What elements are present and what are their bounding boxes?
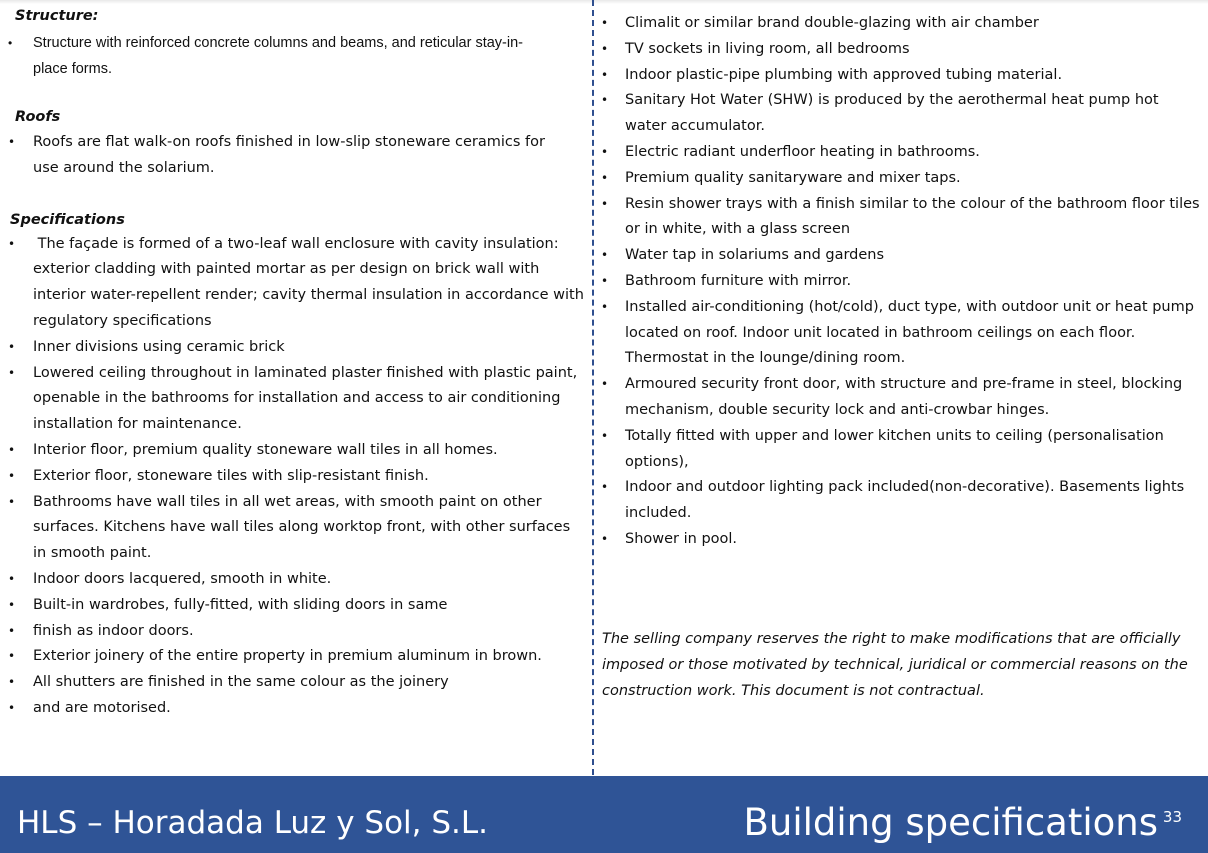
roofs-heading: Roofs	[15, 109, 61, 125]
list-item-text: Interior floor, premium quality stoneware wall tiles in all homes.	[33, 441, 498, 458]
list-item-text: Bathrooms have wall tiles in all wet areas, with smooth paint on other surfaces. Kitchens have wall tiles along worktop front, with other surfaces in smooth paint.	[33, 493, 571, 562]
list-item	[0, 696, 585, 722]
list-item-text: Premium quality sanitaryware and mixer taps.	[625, 169, 961, 186]
bullet-icon: •	[8, 36, 13, 50]
list-item-text: Sanitary Hot Water (SHW) is produced by the aerothermal heat pump hot water accumulator.	[625, 92, 1159, 135]
bullet-icon: •	[601, 93, 609, 108]
list-item-text: Lowered ceiling throughout in laminated plaster finished with plastic paint, openable in the bathrooms for installation and access to air conditioning installation for maintenance.	[33, 364, 578, 433]
top-rule	[0, 0, 1208, 4]
specifications-list-continued	[600, 11, 1200, 553]
bullet-icon: •	[601, 170, 609, 185]
list-item-text: Electric radiant underfloor heating in bathrooms.	[625, 143, 980, 160]
bullet-icon: •	[601, 480, 609, 495]
list-item	[600, 88, 1200, 140]
bullet-icon: •	[8, 675, 16, 690]
bullet-icon: •	[601, 144, 609, 159]
list-item-text: Resin shower trays with a finish similar to the colour of the bathroom floor tiles or in white, with a glass screen	[625, 195, 1200, 238]
list-item	[600, 37, 1200, 63]
bullet-icon: •	[8, 442, 16, 457]
list-item-text: Structure with reinforced concrete columns and beams, and reticular stay-in-place forms.	[33, 35, 523, 77]
list-item	[0, 670, 585, 696]
specifications-list	[0, 232, 589, 722]
bullet-icon: •	[601, 67, 609, 82]
list-item-text: Indoor plastic-pipe plumbing with approved tubing material.	[625, 66, 1063, 83]
list-item-text: TV sockets in living room, all bedrooms	[625, 40, 910, 57]
bullet-icon: •	[8, 597, 16, 612]
list-item-text: Indoor and outdoor lighting pack included(non-decorative). Basements lights included.	[625, 479, 1185, 522]
bullet-icon: •	[601, 428, 609, 443]
list-item-text: Totally fitted with upper and lower kitchen units to ceiling (personalisation options),	[625, 427, 1164, 470]
list-item	[0, 30, 585, 82]
list-item	[600, 166, 1200, 192]
list-item	[0, 130, 585, 182]
list-item	[600, 192, 1200, 244]
list-item-text: All shutters are finished in the same colour as the joinery	[33, 674, 449, 691]
specifications-heading: Specifications	[10, 211, 125, 228]
specifications-section	[0, 210, 585, 230]
list-item-text: finish as indoor doors.	[33, 622, 194, 639]
list-item-text: Inner divisions using ceramic brick	[33, 338, 285, 355]
list-item	[0, 232, 589, 335]
list-item	[0, 567, 585, 593]
page-number: 33	[1162, 808, 1182, 826]
bullet-icon: •	[601, 248, 609, 263]
footer-section-title: Building specifications	[743, 801, 1158, 844]
list-item-text: Indoor doors lacquered, smooth in white.	[33, 570, 332, 587]
list-item	[0, 644, 585, 670]
list-item	[600, 11, 1200, 37]
structure-list	[0, 30, 585, 82]
left-column	[0, 6, 589, 722]
list-item-text: Roofs are flat walk-on roofs finished in low-slip stoneware ceramics for use around the solarium.	[33, 134, 545, 176]
list-item	[0, 438, 585, 464]
right-column	[600, 11, 1200, 553]
list-item	[0, 464, 585, 490]
list-item-text: Shower in pool.	[625, 530, 738, 547]
list-item	[600, 63, 1200, 89]
bullet-icon: •	[601, 196, 609, 211]
footer-company-name: HLS – Horadada Luz y Sol, S.L.	[17, 805, 489, 841]
list-item-text: Exterior joinery of the entire property in premium aluminum in brown.	[33, 648, 542, 665]
list-item-text: Climalit or similar brand double-glazing with air chamber	[625, 15, 1039, 31]
bullet-icon: •	[8, 339, 16, 354]
bullet-icon: •	[8, 623, 16, 638]
list-item-text: Installed air-conditioning (hot/cold), duct type, with outdoor unit or heat pump located on roof. Indoor unit located in bathroom ceilings on each floor. Thermostat in the lounge/dining room.	[625, 298, 1194, 367]
list-item	[600, 243, 1200, 269]
list-item	[0, 361, 585, 438]
roofs-section	[0, 107, 585, 127]
list-item	[600, 269, 1200, 295]
bullet-icon: •	[8, 236, 16, 251]
list-item	[0, 593, 585, 619]
bullet-icon: •	[601, 299, 609, 314]
list-item	[0, 490, 585, 567]
list-item-text: Water tap in solariums and gardens	[625, 247, 885, 264]
bullet-icon: •	[8, 494, 16, 509]
list-item	[600, 372, 1200, 424]
bullet-icon: •	[601, 273, 609, 288]
list-item-text: Built-in wardrobes, fully-fitted, with sliding doors in same	[33, 596, 448, 613]
list-item	[600, 475, 1200, 527]
bullet-icon: •	[8, 468, 16, 483]
list-item	[600, 140, 1200, 166]
bullet-icon: •	[8, 571, 16, 586]
bullet-icon: •	[601, 16, 609, 30]
roofs-list	[0, 130, 585, 182]
disclaimer-text: The selling company reserves the right to make modifications that are officially imposed or those motivated by technical, juridical or commercial reasons on the construction work. This document is not contractual.	[602, 631, 1188, 699]
structure-section	[0, 6, 585, 26]
list-item-text: Exterior floor, stoneware tiles with slip-resistant finish.	[33, 467, 429, 484]
list-item	[600, 527, 1200, 553]
bullet-icon: •	[8, 135, 16, 149]
list-item-text: and are motorised.	[33, 699, 171, 716]
list-item	[0, 335, 585, 361]
bullet-icon: •	[601, 531, 609, 546]
list-item	[600, 295, 1200, 372]
bullet-icon: •	[601, 41, 609, 56]
bullet-icon: •	[8, 649, 16, 664]
bullet-icon: •	[8, 700, 16, 715]
list-item-text: The façade is formed of a two-leaf wall enclosure with cavity insulation: exterior cladding with painted mortar as per design on brick wall with interior water-repellent render; cavity thermal insulation in accordance with regulatory specifications	[33, 235, 589, 329]
bullet-icon: •	[8, 365, 16, 380]
footer-bar	[0, 776, 1208, 853]
column-divider	[592, 0, 594, 775]
list-item-text: Bathroom furniture with mirror.	[625, 272, 852, 289]
structure-heading: Structure:	[15, 8, 99, 24]
list-item	[0, 619, 585, 645]
bullet-icon: •	[601, 377, 609, 392]
list-item	[600, 424, 1200, 476]
list-item-text: Armoured security front door, with structure and pre-frame in steel, blocking mechanism, double security lock and anti-crowbar hinges.	[625, 376, 1183, 418]
